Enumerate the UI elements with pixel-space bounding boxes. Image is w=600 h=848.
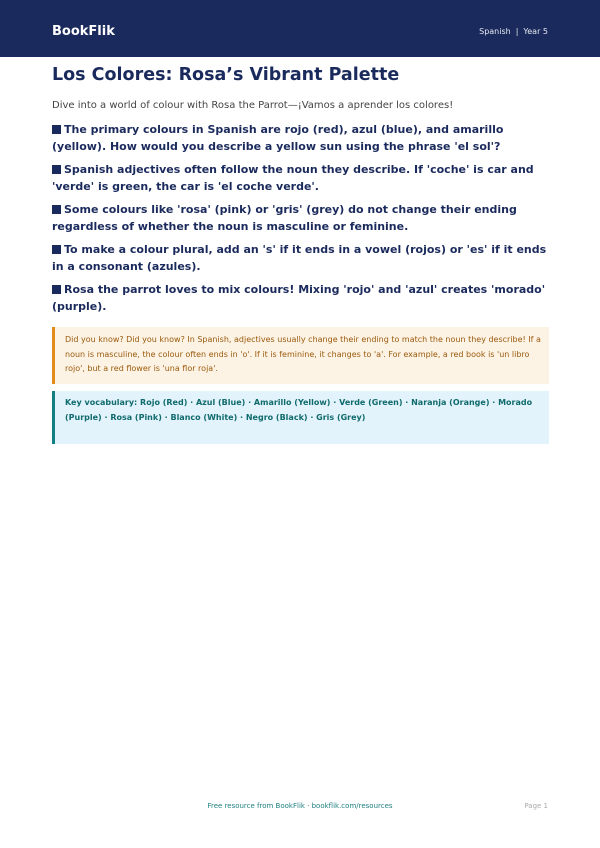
- list-item: [52, 242, 552, 275]
- meta-separator: |: [515, 27, 519, 36]
- square-bullet-icon: [52, 245, 61, 254]
- year-label: Year 5: [523, 27, 548, 36]
- square-bullet-icon: [52, 165, 61, 174]
- point-text: To make a colour plural, add an 's' if it ends in a vowel (rojos) or 'es' if it ends in a consonant (azules).: [52, 243, 547, 273]
- point-text: Some colours like 'rosa' (pink) or 'gris' (grey) do not change their ending regardless of whether the noun is masculine or feminine.: [52, 203, 517, 233]
- subject-label: Spanish: [479, 27, 511, 36]
- brand-logo-text[interactable]: BookFlik: [52, 24, 115, 39]
- page-title: Los Colores: Rosa’s Vibrant Palette: [52, 65, 400, 85]
- square-bullet-icon: [52, 205, 61, 214]
- list-item: [52, 122, 552, 155]
- list-item: [52, 162, 552, 195]
- key-points-list: [52, 122, 552, 322]
- list-item: [52, 282, 552, 315]
- square-bullet-icon: [52, 125, 61, 134]
- square-bullet-icon: [52, 285, 61, 294]
- top-banner: [0, 0, 600, 57]
- callout-text: Did you know? Did you know? In Spanish, adjectives usually change their ending to match the noun they describe! If a noun is masculine, the colour often ends in 'o'. If it is feminine, it changes to 'a'. For example, a red book is 'un libro rojo', but a red flower is 'una flor roja'.: [65, 335, 541, 373]
- list-item: [52, 202, 552, 235]
- footer-link[interactable]: Free resource from BookFlik · bookflik.com/resources: [207, 802, 393, 810]
- point-text: The primary colours in Spanish are rojo (red), azul (blue), and amarillo (yellow). How would you describe a yellow sun using the phrase 'el sol'?: [52, 123, 504, 153]
- did-you-know-callout: [52, 327, 549, 384]
- point-text: Spanish adjectives often follow the noun they describe. If 'coche' is car and 'verde' is green, the car is 'el coche verde'.: [52, 163, 534, 193]
- subject-year-meta: [479, 27, 548, 36]
- intro-text: Dive into a world of colour with Rosa the Parrot—¡Vamos a aprender los colores!: [52, 100, 454, 111]
- key-vocabulary-box: [52, 391, 549, 444]
- point-text: Rosa the parrot loves to mix colours! Mixing 'rojo' and 'azul' creates 'morado' (purple).: [52, 283, 546, 313]
- page-number: Page 1: [524, 802, 548, 810]
- vocab-text: Key vocabulary: Rojo (Red) · Azul (Blue) · Amarillo (Yellow) · Verde (Green) · Naranja (Orange) · Morado (Purple) · Rosa (Pink) · Blanco (White) · Negro (Black) · Gris (Grey): [65, 398, 533, 422]
